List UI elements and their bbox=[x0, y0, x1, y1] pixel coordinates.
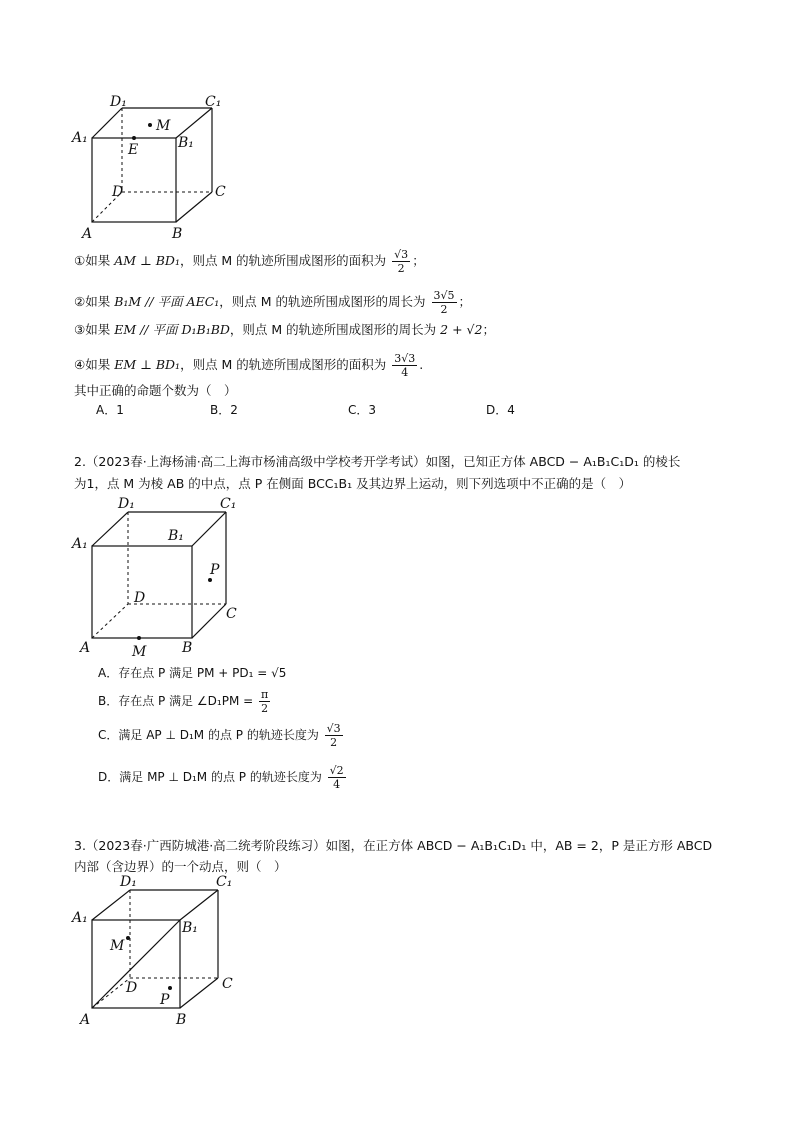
q2-label-d: D bbox=[134, 590, 146, 606]
q2-point-p bbox=[208, 578, 212, 582]
q2-label-m: M bbox=[132, 644, 147, 660]
q1-question: 其中正确的命题个数为（ ） bbox=[74, 383, 237, 398]
q3-stem-line1: 3.（2023春·广西防城港·高二统考阶段练习）如图，在正方体 ABCD − A₁B₁C₁D₁ 中，AB = 2，P 是正方形 ABCD bbox=[74, 838, 713, 853]
q1-label-c: C bbox=[215, 184, 226, 200]
q3-cube-svg bbox=[70, 872, 250, 1032]
q1-label-a: A bbox=[82, 226, 93, 242]
q2-label-c: C bbox=[226, 606, 237, 622]
q1-label-b: B bbox=[172, 226, 183, 242]
q3-stem-line2: 内部（含边界）的一个动点，则（ ） bbox=[74, 859, 287, 874]
q1-label-a1: A₁ bbox=[72, 130, 88, 146]
q3-label-p: P bbox=[160, 992, 170, 1008]
q1-label-d: D bbox=[112, 184, 124, 200]
q3-label-d: D bbox=[126, 980, 138, 996]
q3-label-b1: B₁ bbox=[182, 920, 198, 936]
q3-label-c1: C₁ bbox=[216, 874, 233, 890]
q1-point-m bbox=[148, 123, 152, 127]
statement-marker: ① bbox=[74, 253, 86, 268]
q1-label-m: M bbox=[156, 118, 171, 134]
q1-statement-3: ③如果 EM // 平面 D₁B₁BD，则点 M 的轨迹所围成图形的周长为 2 + √2； bbox=[74, 322, 495, 337]
statement-marker: ③ bbox=[74, 322, 86, 337]
q1-option-a[interactable]: A．1 bbox=[96, 403, 124, 417]
value: 2 + √2 bbox=[440, 322, 483, 337]
q2-stem-line2: 为1，点 M 为棱 AB 的中点，点 P 在侧面 BCC₁B₁ 及其边界上运动，则下列选项中不正确的是（ ） bbox=[74, 476, 632, 491]
q2-option-d[interactable]: D．满足 MP ⊥ D₁M 的点 P 的轨迹长度为 $\frac{√2}{4}$ bbox=[98, 764, 344, 791]
q1-option-d[interactable]: D．4 bbox=[486, 403, 515, 417]
fraction: $\frac{√3}{2}$ bbox=[394, 248, 409, 275]
q1-cube-svg bbox=[70, 92, 240, 242]
q3-point-m bbox=[126, 936, 130, 940]
q3-label-c: C bbox=[222, 976, 233, 992]
q1-point-e bbox=[132, 136, 136, 140]
q3-cube-figure bbox=[70, 872, 250, 1032]
q1-label-c1: C₁ bbox=[205, 94, 222, 110]
q2-label-a1: A₁ bbox=[72, 536, 88, 552]
statement-marker: ④ bbox=[74, 357, 86, 372]
fraction: $\frac{√3}{2}$ bbox=[326, 722, 341, 749]
q3-label-m: M bbox=[110, 938, 125, 954]
q2-option-c[interactable]: C．满足 AP ⊥ D₁M 的点 P 的轨迹长度为 $\frac{√3}{2}$ bbox=[98, 722, 341, 749]
q2-label-b1: B₁ bbox=[168, 528, 184, 544]
q2-point-m bbox=[137, 636, 141, 640]
q1-label-e: E bbox=[128, 142, 139, 158]
q1-label-b1: B₁ bbox=[178, 135, 194, 151]
q1-option-b[interactable]: B．2 bbox=[210, 403, 238, 417]
q1-label-d1: D₁ bbox=[110, 94, 127, 110]
q3-label-a1: A₁ bbox=[72, 910, 88, 926]
q3-label-b: B bbox=[176, 1012, 187, 1028]
q2-label-c1: C₁ bbox=[220, 496, 237, 512]
q2-label-b: B bbox=[182, 640, 193, 656]
q1-statement-2: ②如果 B₁M // 平面 AEC₁，则点 M 的轨迹所围成图形的周长为 $\frac{3√5}{2}$ ； bbox=[74, 289, 472, 316]
condition: EM // 平面 D₁B₁BD bbox=[114, 322, 230, 337]
q2-cube-figure bbox=[70, 490, 250, 660]
q2-cube-svg bbox=[70, 490, 250, 660]
q2-label-p: P bbox=[210, 562, 220, 578]
q2-option-a[interactable]: A．存在点 P 满足 PM + PD₁ = √5 bbox=[98, 666, 287, 680]
q1-statement-4: ④如果 EM ⊥ BD₁，则点 M 的轨迹所围成图形的面积为 $\frac{3√3}{4}$ . bbox=[74, 352, 424, 379]
statement-marker: ② bbox=[74, 294, 86, 309]
condition: B₁M // 平面 AEC₁ bbox=[114, 294, 220, 309]
q2-option-b[interactable]: B．存在点 P 满足 ∠D₁PM = $\frac{\pi}{2}$ bbox=[98, 688, 269, 715]
q2-stem-line1: 2.（2023春·上海杨浦·高二上海市杨浦高级中学校考开学考试）如图，已知正方体 ABCD − A₁B₁C₁D₁ 的棱长 bbox=[74, 454, 681, 469]
fraction: $\frac{√2}{4}$ bbox=[329, 764, 344, 791]
fraction: $\frac{3√5}{2}$ bbox=[433, 289, 455, 316]
condition: AM ⊥ BD₁ bbox=[114, 253, 180, 268]
condition: EM ⊥ BD₁ bbox=[114, 357, 181, 372]
q1-cube-figure bbox=[70, 92, 240, 242]
q2-label-a: A bbox=[80, 640, 91, 656]
q3-label-d1: D₁ bbox=[120, 874, 137, 890]
fraction: $\frac{\pi}{2}$ bbox=[261, 688, 269, 715]
q1-statement-1: ①如果 AM ⊥ BD₁，则点 M 的轨迹所围成图形的面积为 $\frac{√3}{2}$ ； bbox=[74, 248, 425, 275]
q1-option-c[interactable]: C．3 bbox=[348, 403, 377, 417]
q3-label-a: A bbox=[80, 1012, 91, 1028]
fraction: $\frac{3√3}{4}$ bbox=[394, 352, 416, 379]
q3-point-p bbox=[168, 986, 172, 990]
q2-label-d1: D₁ bbox=[118, 496, 135, 512]
